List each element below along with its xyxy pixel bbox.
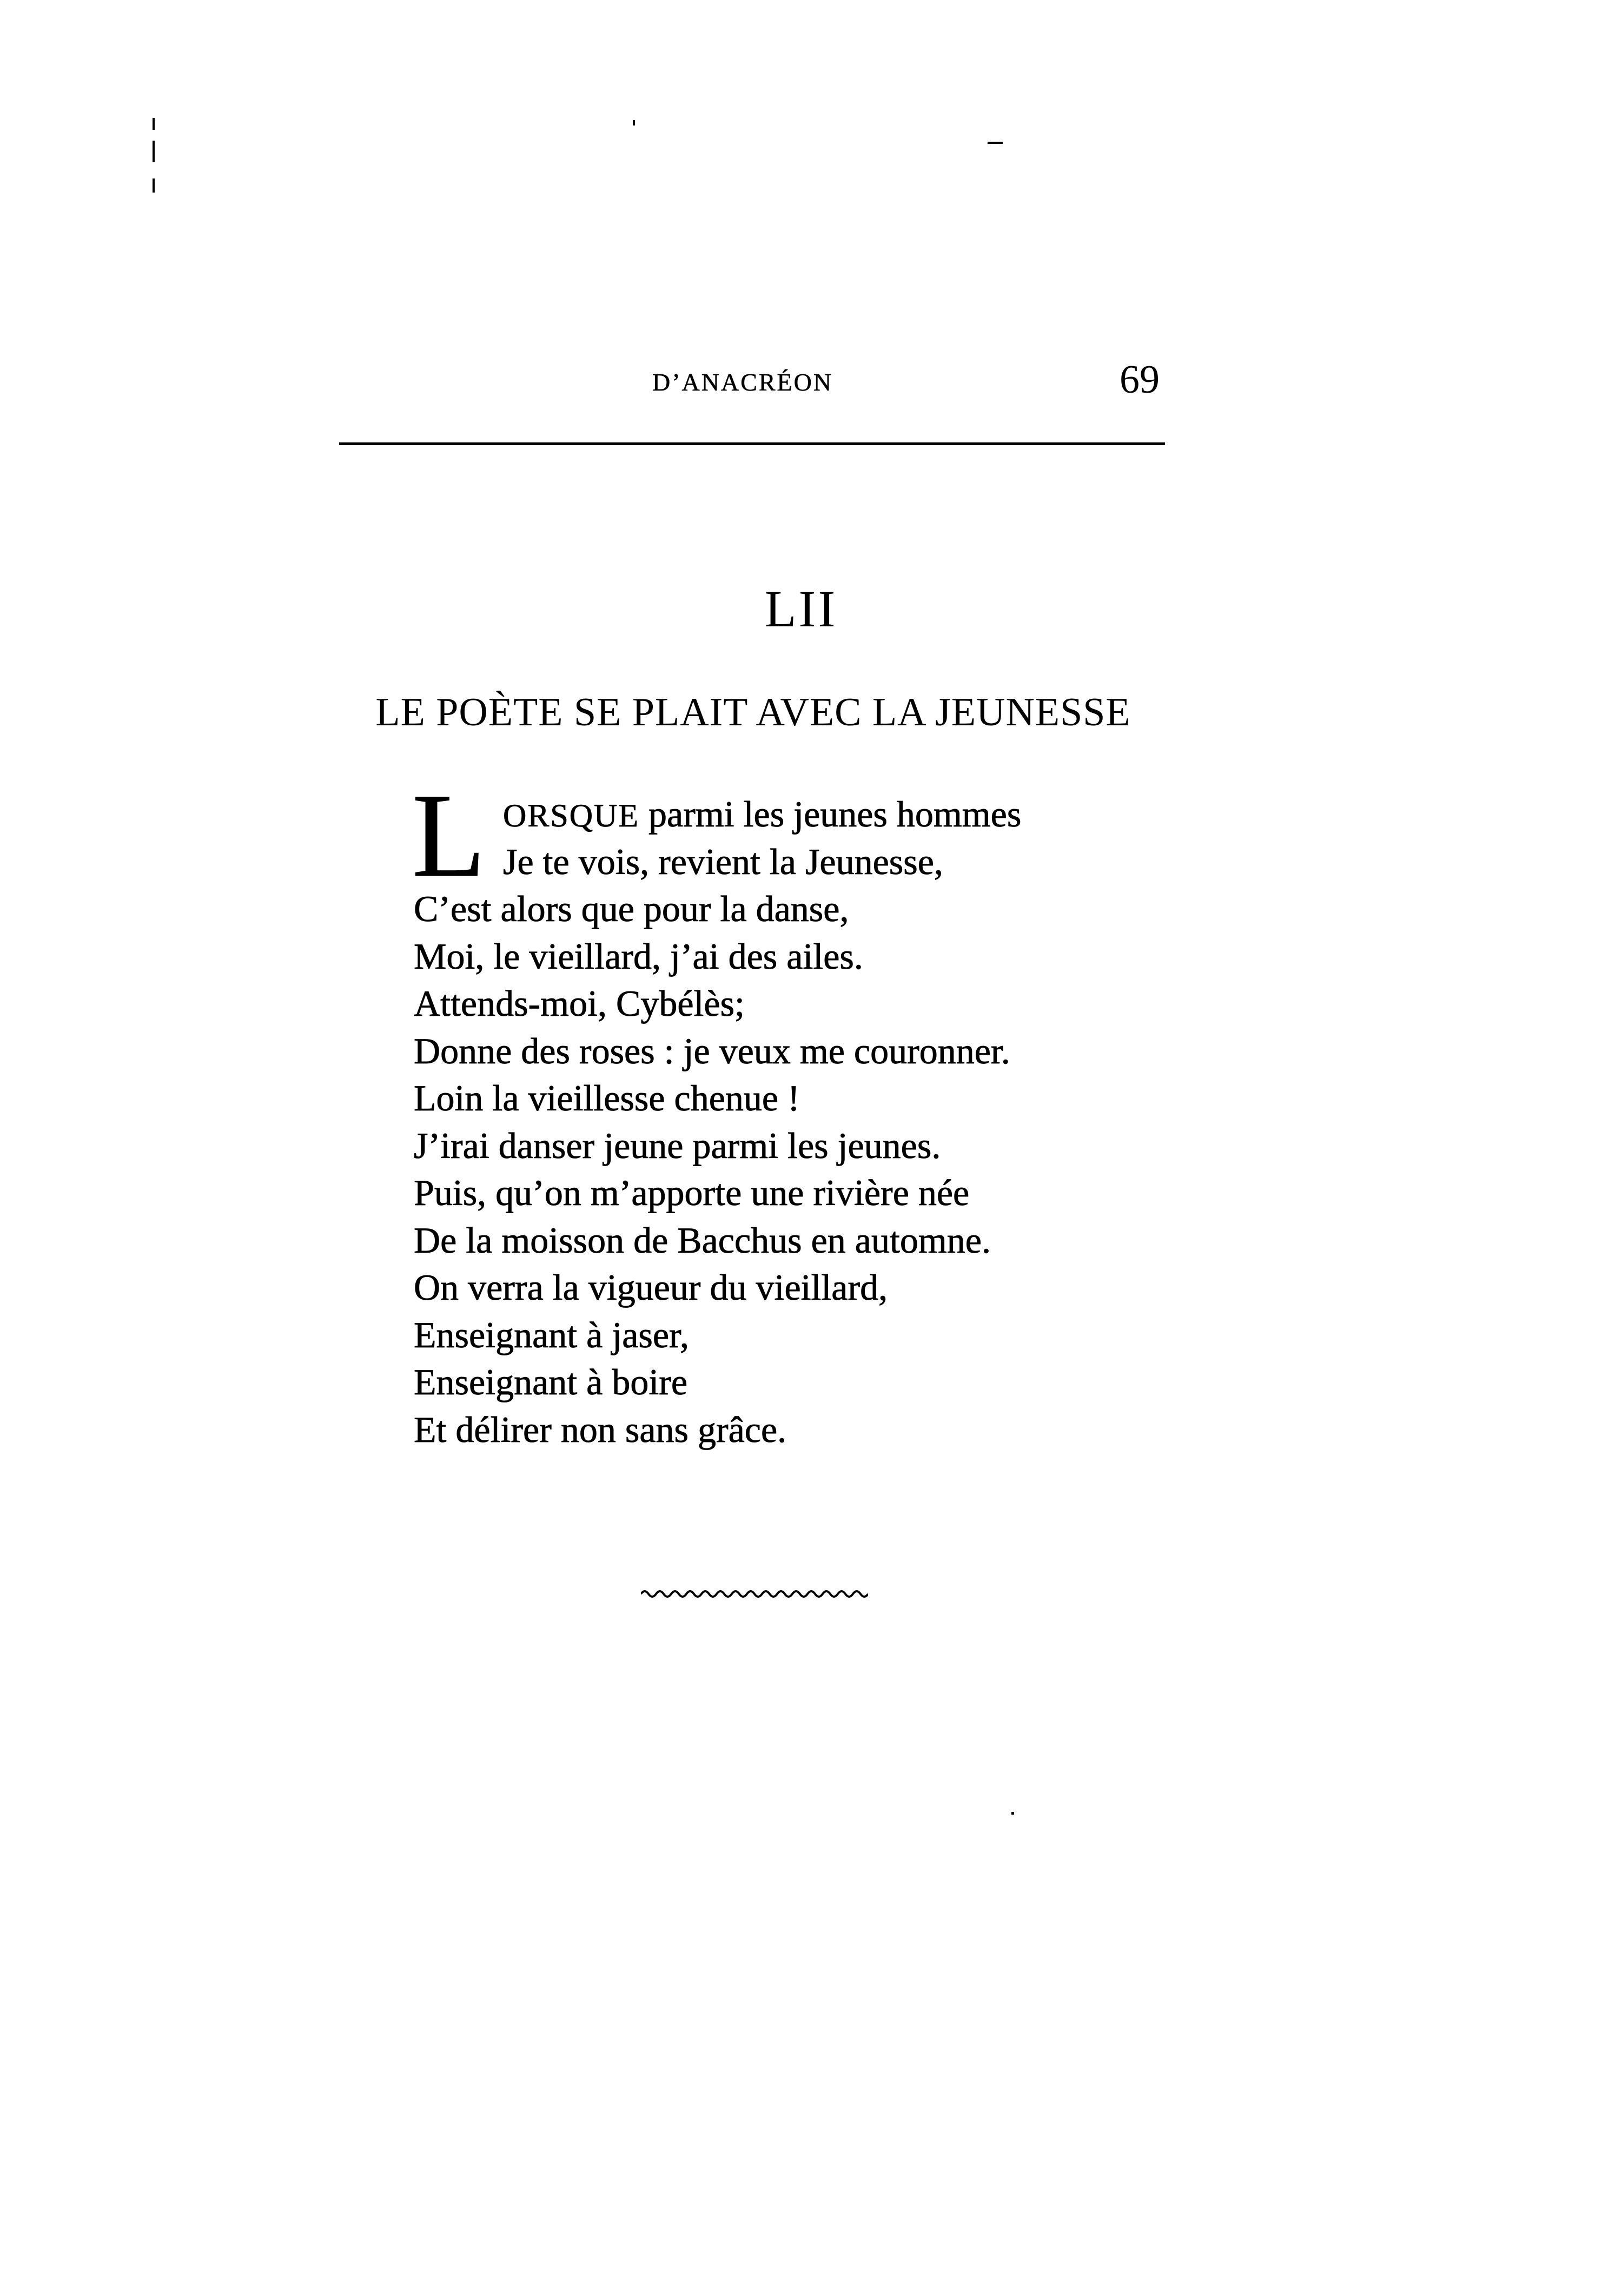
first-word-small-caps: ORSQUE: [503, 798, 640, 833]
poem-line: J’irai danser jeune parmi les jeunes.: [414, 1124, 941, 1166]
poem-line: Attends-moi, Cybélès;: [414, 983, 745, 1024]
poem-line: Donne des roses : je veux me couronner.: [414, 1030, 1010, 1071]
poem-line: C’est alors que pour la danse,: [414, 888, 849, 929]
scan-mark: [153, 118, 155, 130]
drop-cap: L: [412, 769, 486, 902]
poem-line: On verra la vigueur du vieillard,: [414, 1267, 888, 1308]
scan-mark: [988, 142, 1003, 144]
poem-number: LII: [764, 580, 838, 638]
wavy-ornament: [641, 1587, 868, 1600]
poem-line: Loin la vieillesse chenue !: [414, 1077, 800, 1119]
poem-line: De la moisson de Bacchus en automne.: [414, 1219, 991, 1261]
scan-mark: [153, 141, 155, 162]
poem-line: Et délirer non sans grâce.: [414, 1408, 787, 1450]
page-number: 69: [1120, 358, 1160, 402]
first-line-rest: parmi les jeunes hommes: [639, 793, 1022, 835]
scan-mark: [153, 178, 155, 193]
scan-mark: [633, 120, 635, 125]
poem-line: Enseignant à boire: [414, 1361, 688, 1402]
poem-line: Je te vois, revient la Jeunesse,: [503, 841, 943, 882]
poem-body: [412, 769, 1022, 1453]
poem-line: Enseignant à jaser,: [414, 1314, 689, 1355]
header-rule: [339, 442, 1165, 445]
poem-title: LE POÈTE SE PLAIT AVEC LA JEUNESSE: [375, 690, 1131, 735]
scan-mark: [1011, 1812, 1014, 1815]
poem-line: Moi, le vieillard, j’ai des ailes.: [414, 935, 863, 977]
poem-line: Puis, qu’on m’apporte une rivière née: [414, 1172, 970, 1213]
running-title: D’ANACRÉON: [652, 368, 833, 396]
poem-line: [503, 791, 1021, 838]
